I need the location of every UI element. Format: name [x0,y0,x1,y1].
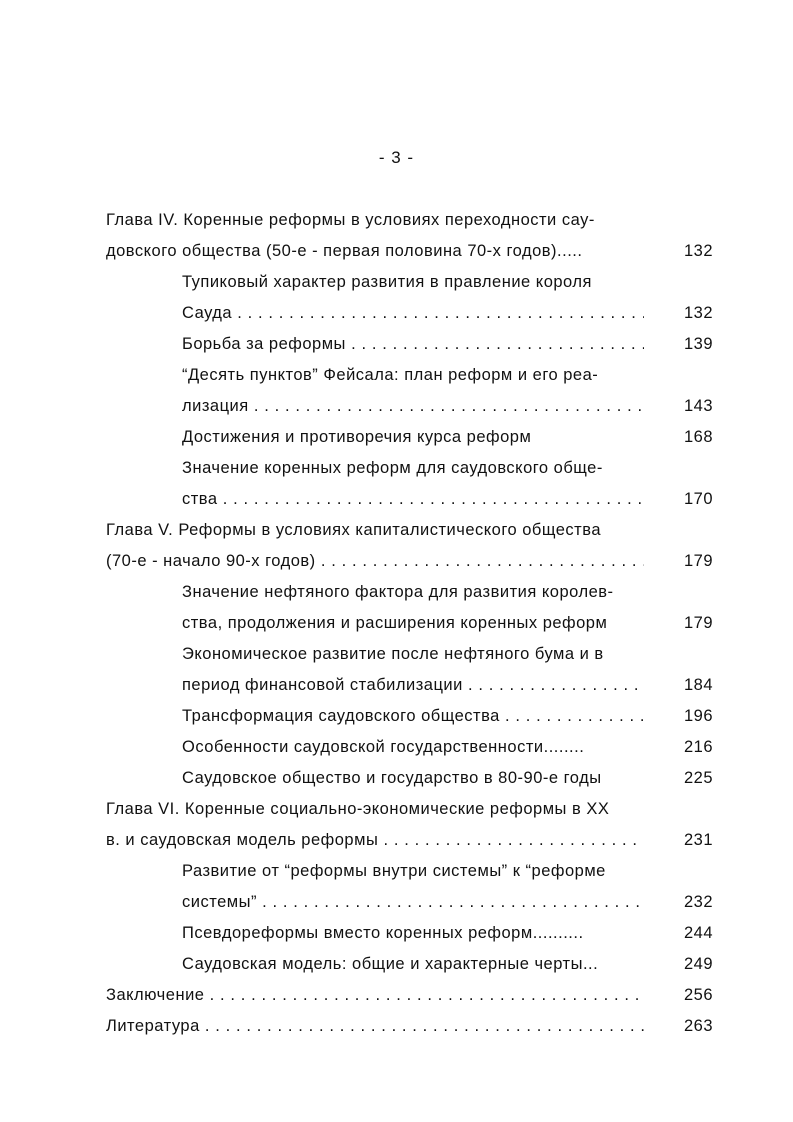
toc-entry-title: Псевдореформы вместо коренных реформ.......... [182,924,584,942]
toc-line [0,608,793,639]
toc-entry-title: Саудовская модель: общие и характерные черты... [182,955,599,973]
toc-section-entry [0,918,793,949]
toc-entry-title: (70-е - начало 90-х годов) . . . [106,546,644,577]
toc-entry-title: Сауда . . . [182,298,644,329]
toc-page-number: 184 [683,676,713,694]
toc-entry-title: Глава VI. Коренные социально-экономические реформы в XX [106,800,610,818]
toc-page-number: 143 [683,397,713,415]
toc-line [0,825,793,856]
toc-page-number: 225 [683,769,713,787]
toc-line [0,794,793,825]
toc-entry-title: Заключение . . . [106,980,644,1011]
toc-page-number: 231 [683,831,713,849]
toc-entry-title: Значение коренных реформ для саудовского обще- [182,459,603,477]
toc-line [0,949,793,980]
toc-entry-title: Глава V. Реформы в условиях капиталистического общества [106,521,601,539]
toc-page-number: 216 [683,738,713,756]
toc-line [0,236,793,267]
toc-page-number: 168 [683,428,713,446]
toc-section-entry [0,701,793,732]
toc-line [0,639,793,670]
toc-line [0,732,793,763]
toc-page-number: 139 [683,335,713,353]
toc-entry-title: Глава IV. Коренные реформы в условиях переходности сау- [106,211,595,229]
toc-entry-title: Достижения и противоречия курса реформ [182,428,532,446]
toc-line [0,422,793,453]
toc-entry-title: в. и саудовская модель реформы . . . [106,825,644,856]
toc-line [0,701,793,732]
toc-line [0,763,793,794]
toc-entry-title: Экономическое развитие после нефтяного бума и в [182,645,604,663]
toc-page-number: 179 [683,552,713,570]
toc-entry-title: Тупиковый характер развития в правление короля [182,273,592,291]
toc-line [0,205,793,236]
toc-section-entry [0,422,793,453]
toc-entry-title: довского общества (50-е - первая половина 70-х годов)..... [106,242,583,260]
toc-line [0,546,793,577]
toc-section-entry [0,267,793,329]
toc-section-entry [0,329,793,360]
toc-section-entry [0,577,793,639]
toc-line [0,918,793,949]
toc-chapter-entry [0,794,793,856]
toc-section-entry [0,949,793,980]
toc-line [0,670,793,701]
page-number: - 3 - [378,148,415,167]
toc-entry-title: системы” . . . [182,887,644,918]
toc-entry-title: лизация . . . [182,391,644,422]
toc-line [0,856,793,887]
toc-entry-title: Особенности саудовской государственности........ [182,738,585,756]
toc-entry-title: период финансовой стабилизации . . . [182,670,644,701]
toc-line [0,453,793,484]
toc-line [0,484,793,515]
toc-section-entry [0,732,793,763]
toc-page-number: 244 [683,924,713,942]
toc-entry-title: Борьба за реформы . . . [182,329,644,360]
toc-page-number: 132 [683,242,713,260]
toc-chapter-entry [0,980,793,1011]
toc-line [0,980,793,1011]
toc-section-entry [0,856,793,918]
toc-section-entry [0,453,793,515]
toc-entry-title: Значение нефтяного фактора для развития королев- [182,583,614,601]
toc-chapter-entry [0,1011,793,1042]
toc-page-number: 196 [683,707,713,725]
toc-section-entry [0,360,793,422]
table-of-contents [0,205,793,1042]
toc-entry-title: Развитие от “реформы внутри системы” к “реформе [182,862,606,880]
toc-page-number: 132 [683,304,713,322]
toc-page-number: 256 [683,986,713,1004]
toc-line [0,1011,793,1042]
toc-line [0,887,793,918]
toc-line [0,577,793,608]
toc-section-entry [0,763,793,794]
toc-line [0,329,793,360]
toc-page-number: 170 [683,490,713,508]
toc-entry-title: Литература . . . [106,1011,644,1042]
toc-page-number: 232 [683,893,713,911]
toc-chapter-entry [0,205,793,267]
toc-entry-title: ства . . . [182,484,644,515]
toc-section-entry [0,639,793,701]
toc-entry-title: “Десять пунктов” Фейсала: план реформ и его реа- [182,366,599,384]
toc-page-number: 249 [683,955,713,973]
toc-line [0,360,793,391]
toc-line [0,298,793,329]
toc-line [0,267,793,298]
toc-page-number: 263 [683,1017,713,1035]
toc-line [0,391,793,422]
toc-entry-title: Трансформация саудовского общества . . . [182,701,644,732]
toc-line [0,515,793,546]
toc-entry-title: ства, продолжения и расширения коренных реформ [182,614,608,632]
toc-page-number: 179 [683,614,713,632]
toc-chapter-entry [0,515,793,577]
toc-entry-title: Саудовское общество и государство в 80-90-е годы [182,769,602,787]
